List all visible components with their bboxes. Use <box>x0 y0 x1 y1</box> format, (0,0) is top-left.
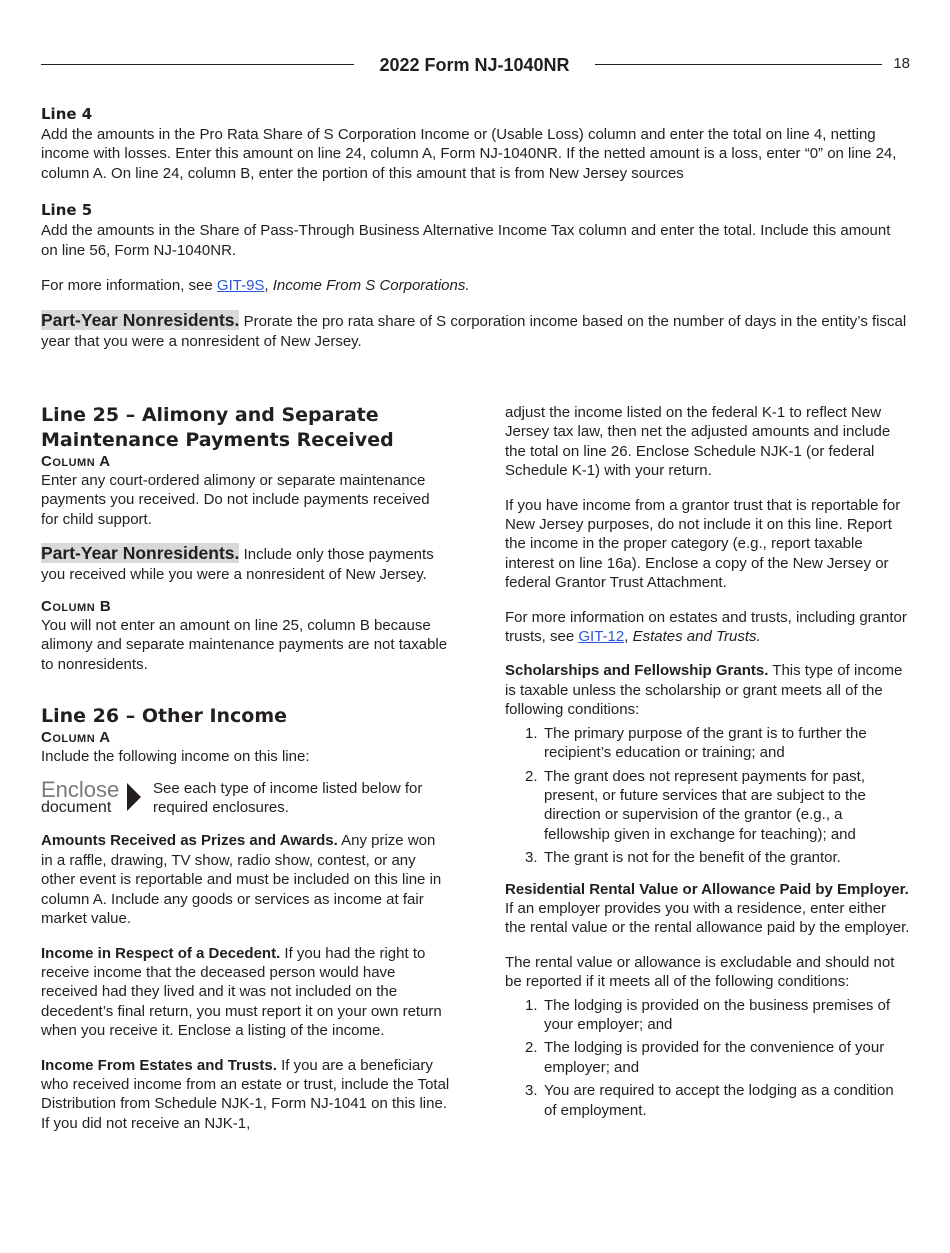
part-year-label: Part-Year Nonresidents. <box>41 310 240 331</box>
page-title: 2022 Form NJ-1040NR <box>379 55 570 75</box>
git-9s-link[interactable]: GIT-9S <box>216 277 265 295</box>
line4-heading: Line 4 <box>41 105 93 123</box>
list-item <box>505 996 910 1035</box>
list-item-text: The grant is not for the benefit of the grantor. <box>544 849 841 867</box>
rental-label: Residential Rental Value or Allowance Paid by Employer. <box>505 880 909 898</box>
scholarships-text: This type of income is taxable unless the scholarship or grant meets all of the following conditions: <box>505 662 903 719</box>
more-info-s-corp <box>41 276 910 295</box>
list-item <box>505 724 910 763</box>
prizes-paragraph <box>41 831 451 928</box>
header-rule-left <box>41 64 354 65</box>
estates-label: Income From Estates and Trusts. <box>41 1056 277 1074</box>
more-info-estates <box>505 608 910 647</box>
list-item <box>505 1081 910 1120</box>
right-column <box>505 403 910 1124</box>
line25-column-a-label: Column A <box>41 453 111 470</box>
rental-conditions-list <box>505 996 910 1120</box>
line25-column-b-text: You will not enter an amount on line 25, column B because alimony and separate maintenance payments are not taxable to nonresidents. <box>41 617 448 673</box>
line25-column-b-label: Column B <box>41 598 112 616</box>
top-section <box>41 104 910 351</box>
line25-heading-1: Line 25 – Alimony and Separate <box>41 404 379 426</box>
line26-heading: Line 26 – Other Income <box>41 705 288 728</box>
line25-heading-2: Maintenance Payments Received <box>41 429 394 451</box>
decedent-text: If you had the right to receive income that the deceased person would have received had they lived and it was not included on the decedent’s final return, you must report it on your own return when you receive it. Enclose a listing of the income. <box>41 944 442 1040</box>
more-info-prefix: For more information, see <box>41 277 217 295</box>
line26-intro: Include the following income on this line: <box>41 748 310 766</box>
part-year-text: Include only those payments you received while you were a nonresident of New Jersey. <box>41 546 434 583</box>
decedent-label: Income in Respect of a Decedent. <box>41 944 281 962</box>
list-item-text: You are required to accept the lodging as a condition of employment. <box>544 1082 894 1119</box>
part-year-label: Part-Year Nonresidents. <box>41 543 240 564</box>
list-item-text: The primary purpose of the grant is to further the recipient’s education or training; and <box>544 724 867 762</box>
line26-column-a-label: Column A <box>41 729 111 747</box>
scholarships-paragraph <box>505 661 910 719</box>
part-year-s-corp <box>41 311 910 351</box>
list-item-number: 3. <box>525 1082 538 1100</box>
list-item-text: The lodging is provided on the business premises of your employer; and <box>544 996 891 1033</box>
prizes-label: Amounts Received as Prizes and Awards. <box>41 832 338 850</box>
more-info-comma: , <box>624 628 633 646</box>
decedent-paragraph <box>41 944 451 1041</box>
enclose-document-icon <box>41 776 141 817</box>
rental-text: If an employer provides you with a residence, enter either the rental value or the rental allowance paid by the employer. <box>505 899 910 937</box>
line4-text: Add the amounts in the Pro Rata Share of S Corporation Income or (Usable Loss) column and enter the total on line 4, netting income with losses. Enter this amount on line 24, column A, Form NJ-1040NR. If the netted amount is a loss, enter “0” on line 24, column A. On line 24, column B, enter the portion of this amount that is from New Jersey sources <box>41 126 897 182</box>
part-year-text: Prorate the pro rata share of S corporation income based on the number of days in the entity’s fiscal year that you were a nonresident of New Jersey. <box>41 313 907 350</box>
document-word: document <box>41 798 112 816</box>
page-header <box>41 52 910 78</box>
left-column <box>41 403 451 1133</box>
line5-text: Add the amounts in the Share of Pass-Through Business Alternative Income Tax column and enter the total. Include this amount on line 56, Form NJ-1040NR. <box>41 222 891 259</box>
list-item-text: The lodging is provided for the convenience of your employer; and <box>544 1039 885 1076</box>
enclose-word: Enclose <box>41 776 120 802</box>
page-number: 18 <box>893 55 910 72</box>
grantor-trust-paragraph: If you have income from a grantor trust that is reportable for New Jersey purposes, do not include it on this line. Report the income in the proper category (e.g., report taxable interest on line 16a). Enclose a copy of the New Jersey or federal Grantor Trust Attachment. <box>505 496 901 592</box>
list-item <box>505 767 910 845</box>
scholarship-conditions-list <box>505 724 910 868</box>
list-item-number: 3. <box>525 849 538 867</box>
header-rule-right <box>595 64 882 65</box>
line25-column-a-text: Enter any court-ordered alimony or separate maintenance payments you received. Do not include payments received for child support. <box>41 472 430 528</box>
line5-heading: Line 5 <box>41 201 93 220</box>
list-item-number: 2. <box>525 1039 538 1057</box>
git-12-link[interactable]: GIT-12 <box>578 628 625 646</box>
estates-text: If you are a beneficiary who received income from an estate or trust, include the Total Distribution from Schedule NJK-1, Form NJ-1041 on this line. If you did not receive an NJK-1, <box>41 1056 450 1132</box>
more-info-prefix: For more information on estates and trusts, including grantor trusts, see <box>505 608 907 646</box>
more-info-title: Estates and Trusts. <box>632 628 761 646</box>
list-item-number: 2. <box>525 767 538 785</box>
prizes-text: Any prize won in a raffle, drawing, TV show, radio show, contest, or any other event is reportable and must be included on this line in column A. Include any goods or services as income at fair market value. <box>41 832 442 928</box>
estates-paragraph <box>41 1056 451 1134</box>
list-item-number: 1. <box>525 996 538 1014</box>
more-info-title: Income From S Corporations. <box>272 277 470 295</box>
line25-part-year <box>41 544 451 584</box>
arrow-right-icon <box>127 783 141 811</box>
enclose-text: See each type of income listed below for required enclosures. <box>153 779 423 817</box>
rental-paragraph <box>505 880 910 938</box>
list-item <box>505 1038 910 1077</box>
list-item <box>505 848 910 867</box>
list-item-text: The grant does not represent payments for past, present, or future services that are subject to the direction or supervision of the grantor (e.g., a fellowship given in exchange for teaching); and <box>544 767 866 843</box>
enclose-document-note <box>41 776 451 818</box>
estates-continued: adjust the income listed on the federal K-1 to reflect New Jersey tax law, then net the adjusted amounts and include the total on line 26. Enclose Schedule NJK-1 (or federal Schedule K-1) with your return. <box>505 404 891 480</box>
more-info-comma: , <box>264 277 273 295</box>
list-item-number: 1. <box>525 724 538 742</box>
scholarships-label: Scholarships and Fellowship Grants. <box>505 662 769 680</box>
rental-excludable-paragraph: The rental value or allowance is excludable and should not be reported if it meets all of the following conditions: <box>505 953 895 991</box>
